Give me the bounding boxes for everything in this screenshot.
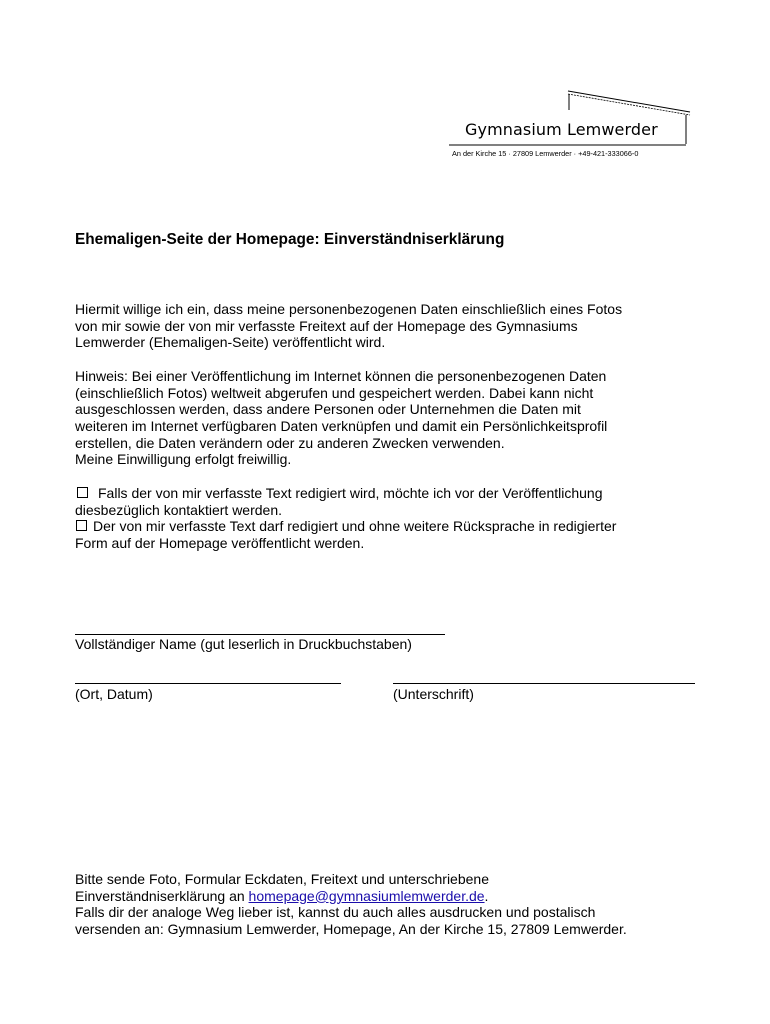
school-logo bbox=[447, 88, 697, 160]
option-publish-without-contact bbox=[75, 518, 616, 535]
notice-line: erstellen, die Daten verändern oder zu anderen Zwecken verwenden. bbox=[75, 434, 505, 451]
consent-line: von mir sowie der von mir verfasste Freitext auf der Homepage des Gymnasiums bbox=[75, 317, 578, 334]
consent-line: Lemwerder (Ehemaligen-Seite) veröffentlicht wird. bbox=[75, 334, 386, 351]
checkbox-publish-without-contact[interactable] bbox=[76, 520, 87, 531]
notice-line: (einschließlich Fotos) weltweit abgerufen und gespeichert werden. Dabei kann nicht bbox=[75, 384, 594, 401]
signature-line[interactable] bbox=[393, 683, 695, 684]
instructions-email-suffix: . bbox=[484, 887, 489, 904]
instructions-line: Falls dir der analoge Weg lieber ist, kannst du auch alles ausdrucken und postalisch bbox=[75, 904, 596, 921]
consent-line: Hiermit willige ich ein, dass meine personenbezogenen Daten einschließlich eines Fotos bbox=[75, 301, 623, 317]
place-date-label: (Ort, Datum) bbox=[75, 686, 153, 702]
document-title: Ehemaligen-Seite der Homepage: Einverständniserklärung bbox=[75, 231, 505, 248]
submission-instructions bbox=[75, 871, 627, 938]
notice-paragraph bbox=[75, 368, 607, 468]
school-address: An der Kirche 15 · 27809 Lemwerder · +49-421-333066-0 bbox=[452, 149, 639, 158]
option-contact-label: Falls der von mir verfasste Text redigiert wird, möchte ich vor der Veröffentlichung bbox=[98, 485, 603, 501]
full-name-label: Vollständiger Name (gut leserlich in Druckbuchstaben) bbox=[75, 636, 412, 652]
place-date-line[interactable] bbox=[75, 683, 341, 684]
option-contact-label-cont: diesbezüglich kontaktiert werden. bbox=[75, 501, 283, 518]
option-publish-label-cont: Form auf der Homepage veröffentlicht werden. bbox=[75, 535, 365, 552]
options-section bbox=[75, 485, 616, 552]
checkbox-contact-before-publish[interactable] bbox=[77, 487, 88, 498]
instructions-email-prefix: Einverständniserklärung an bbox=[75, 887, 249, 904]
option-publish-label: Der von mir verfasste Text darf redigiert und ohne weitere Rücksprache in redigierter bbox=[93, 518, 617, 535]
option-contact-before-publish bbox=[75, 485, 616, 502]
notice-line: ausgeschlossen werden, dass andere Personen oder Unternehmen die Daten mit bbox=[75, 401, 581, 418]
signature-label: (Unterschrift) bbox=[393, 686, 474, 702]
notice-line: weiteren im Internet verfügbaren Daten verknüpfen und damit ein Persönlichkeitsprofil bbox=[75, 418, 608, 435]
instructions-line: Bitte sende Foto, Formular Eckdaten, Freitext und unterschriebene bbox=[75, 871, 489, 887]
full-name-line[interactable] bbox=[75, 634, 445, 635]
school-name: Gymnasium Lemwerder bbox=[465, 120, 658, 139]
notice-line: Hinweis: Bei einer Veröffentlichung im Internet können die personenbezogenen Daten bbox=[75, 368, 607, 384]
instructions-line: versenden an: Gymnasium Lemwerder, Homepage, An der Kirche 15, 27809 Lemwerder. bbox=[75, 921, 627, 938]
consent-paragraph bbox=[75, 301, 622, 351]
instructions-line-email bbox=[75, 888, 627, 905]
email-link[interactable]: homepage@gymnasiumlemwerder.de bbox=[248, 887, 485, 904]
notice-line: Meine Einwilligung erfolgt freiwillig. bbox=[75, 451, 292, 468]
